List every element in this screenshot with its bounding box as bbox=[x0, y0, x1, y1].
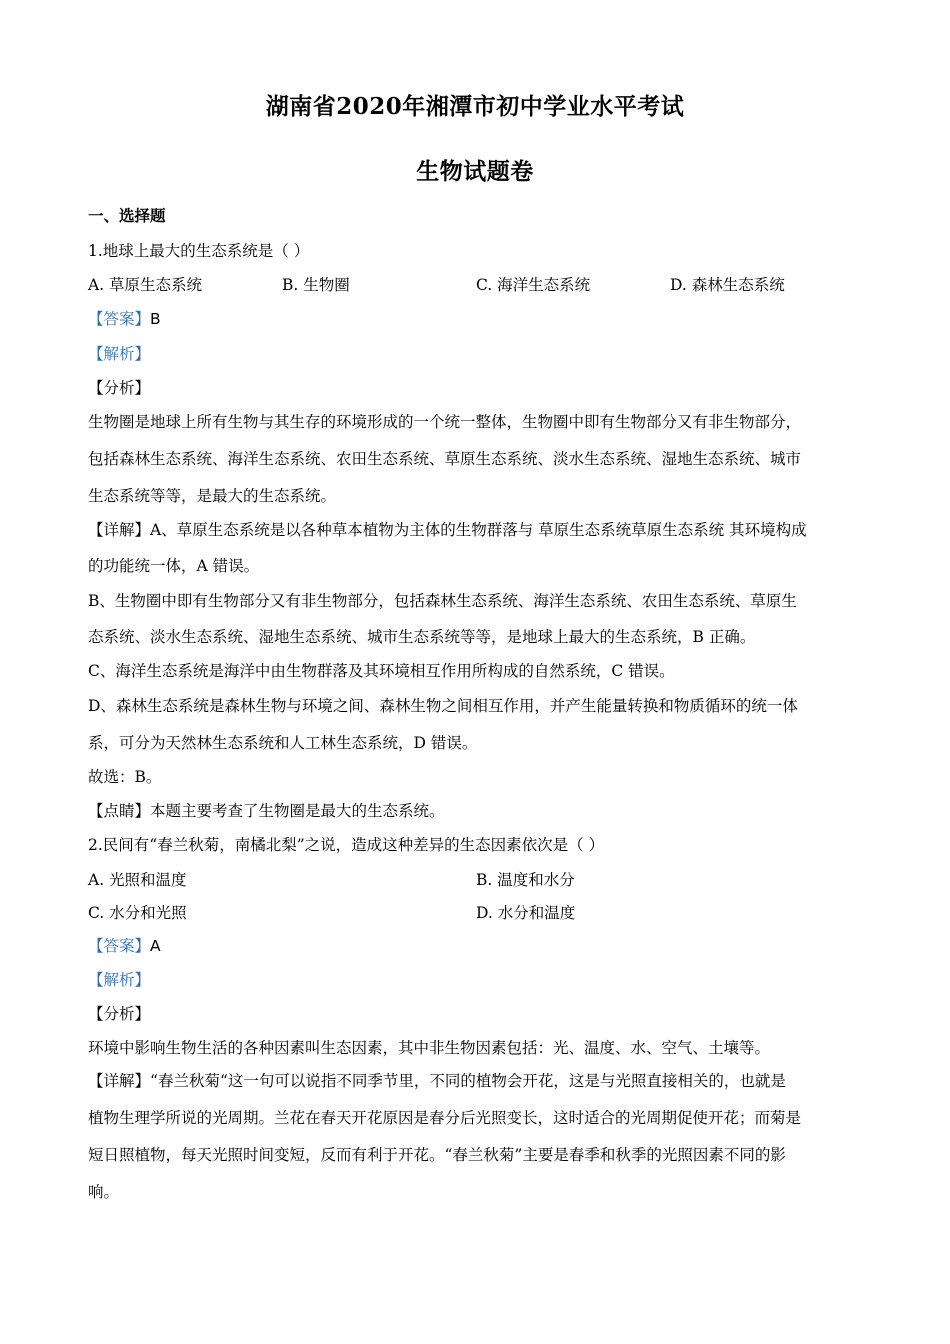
answer-value: A bbox=[150, 937, 161, 955]
comment-text: 本题主要考查了生物圈是最大的生态系统。 bbox=[150, 802, 445, 820]
answer-tag: 【答案】 bbox=[88, 310, 151, 328]
q2-detail-line: 响。 bbox=[88, 1183, 120, 1201]
q2-detail-line: 植物生理学所说的光周期。兰花在春天开花原因是春分后光照变长，这时适合的光周期促使开花；而菊是 bbox=[88, 1109, 802, 1127]
question-2-stem: 2.民间有“春兰秋菊，南橘北梨”之说，造成这种差异的生态因素依次是（ ） bbox=[88, 836, 605, 854]
q1-detail-d-cont: 系，可分为天然林生态系统和人工林生态系统，D 错误。 bbox=[88, 734, 478, 752]
q1-analysis-tag: 【解析】 bbox=[88, 345, 151, 363]
q2-detail bbox=[88, 1071, 868, 1091]
q2-answer bbox=[88, 936, 868, 956]
detail-tag: 【详解】 bbox=[88, 521, 151, 539]
exam-subtitle: 生物试题卷 bbox=[416, 158, 534, 185]
detail-text: A、草原生态系统是以各种草本植物为主体的生物群落与 草原生态系统草原生态系统 其环境构成 bbox=[150, 521, 807, 539]
q1-option-a: A. 草原生态系统 bbox=[88, 276, 203, 294]
detail-text: “春兰秋菊“这一句可以说指不同季节里，不同的植物会开花，这是与光照直接相关的，也就是 bbox=[150, 1072, 786, 1090]
q1-fenxi-line: 生态系统等等，是最大的生态系统。 bbox=[88, 487, 337, 505]
q1-detail-b: B、生物圈中即有生物部分又有非生物部分，包括森林生态系统、海洋生态系统、农田生态系统、草原生 bbox=[88, 592, 797, 610]
q2-option-c: C. 水分和光照 bbox=[88, 904, 187, 922]
q1-fenxi-line: 生物圈是地球上所有生物与其生存的环境形成的一个统一整体，生物圈中即有生物部分又有非生物部分， bbox=[88, 413, 802, 431]
q1-choice: 故选：B。 bbox=[88, 768, 162, 786]
q2-fenxi-tag: 【分析】 bbox=[88, 1005, 151, 1023]
exam-title: 湖南省2020年湘潭市初中学业水平考试 bbox=[265, 93, 685, 120]
q1-detail-b-cont: 态系统、淡水生态系统、湿地生态系统、城市生态系统等等，是地球上最大的生态系统，B 正确。 bbox=[88, 628, 756, 646]
comment-tag: 【点睛】 bbox=[88, 802, 151, 820]
q1-option-b: B. 生物圈 bbox=[282, 276, 350, 294]
q2-fenxi: 环境中影响生物生活的各种因素叫生态因素，其中非生物因素包括：光、温度、水、空气、土壤等。 bbox=[88, 1039, 771, 1057]
answer-tag: 【答案】 bbox=[88, 937, 151, 955]
q2-detail-line: 短日照植物，每天光照时间变短，反而有利于开花。“春兰秋菊”主要是春季和秋季的光照因素不同的影 bbox=[88, 1146, 786, 1164]
q1-detail-d: D、森林生态系统是森林生物与环境之间、森林生物之间相互作用，并产生能量转换和物质循环的统一体 bbox=[88, 697, 798, 715]
q2-analysis-tag: 【解析】 bbox=[88, 971, 151, 989]
section-heading: 一、选择题 bbox=[88, 206, 166, 225]
q1-detail-c: C、海洋生态系统是海洋中由生物群落及其环境相互作用所构成的自然系统，C 错误。 bbox=[88, 662, 675, 680]
q2-option-d: D. 水分和温度 bbox=[476, 904, 576, 922]
answer-value: B bbox=[150, 310, 161, 328]
q1-fenxi-tag: 【分析】 bbox=[88, 379, 151, 397]
q2-option-b: B. 温度和水分 bbox=[476, 871, 575, 889]
q1-option-d: D. 森林生态系统 bbox=[670, 276, 785, 294]
question-1-stem: 1.地球上最大的生态系统是（ ） bbox=[88, 242, 310, 260]
q1-comment bbox=[88, 801, 868, 821]
q1-answer bbox=[88, 309, 868, 329]
detail-tag: 【详解】 bbox=[88, 1072, 151, 1090]
q2-option-a: A. 光照和温度 bbox=[88, 871, 187, 889]
q1-option-c: C. 海洋生态系统 bbox=[476, 276, 591, 294]
q1-detail-a-cont: 的功能统一体，A 错误。 bbox=[88, 557, 260, 575]
q1-detail-a bbox=[88, 520, 868, 540]
q1-fenxi-line: 包括森林生态系统、海洋生态系统、农田生态系统、草原生态系统、淡水生态系统、湿地生态系统、城市 bbox=[88, 450, 802, 468]
